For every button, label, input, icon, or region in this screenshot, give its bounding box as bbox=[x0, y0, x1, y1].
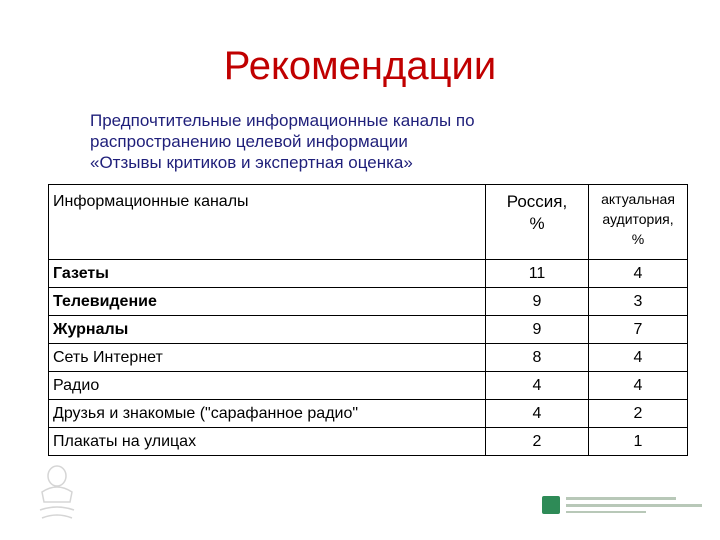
channels-table bbox=[48, 184, 688, 456]
row-russia: 11 bbox=[486, 260, 589, 288]
row-audience: 1 bbox=[589, 428, 688, 456]
header-audience-line-1: актуальная bbox=[601, 191, 675, 207]
row-russia: 9 bbox=[486, 288, 589, 316]
row-russia: 8 bbox=[486, 344, 589, 372]
header-audience-line-3: % bbox=[631, 231, 645, 247]
row-audience: 7 bbox=[589, 316, 688, 344]
row-audience: 4 bbox=[589, 372, 688, 400]
row-audience: 4 bbox=[589, 260, 688, 288]
row-russia: 9 bbox=[486, 316, 589, 344]
research-center-logo-icon bbox=[542, 496, 560, 514]
row-russia: 4 bbox=[486, 400, 589, 428]
header-russia bbox=[486, 185, 589, 260]
subtitle-line-2: распространению целевой информации bbox=[90, 132, 408, 151]
table-header-row bbox=[49, 185, 688, 260]
table-row bbox=[49, 288, 688, 316]
table-row bbox=[49, 344, 688, 372]
header-channel: Информационные каналы bbox=[49, 185, 486, 260]
museum-logo-icon bbox=[34, 462, 80, 526]
row-audience: 4 bbox=[589, 344, 688, 372]
row-audience: 2 bbox=[589, 400, 688, 428]
row-channel: Плакаты на улицах bbox=[49, 428, 486, 456]
header-audience-line-2: аудитория, bbox=[602, 211, 674, 227]
row-russia: 4 bbox=[486, 372, 589, 400]
table-row bbox=[49, 400, 688, 428]
slide-title: Рекомендации bbox=[223, 44, 497, 88]
subtitle-line-1: Предпочтительные информационные каналы по bbox=[90, 111, 475, 130]
slide-subtitle bbox=[90, 110, 650, 173]
row-channel: Газеты bbox=[49, 260, 486, 288]
table-row bbox=[49, 372, 688, 400]
row-channel: Друзья и знакомые ("сарафанное радио" bbox=[49, 400, 486, 428]
row-audience: 3 bbox=[589, 288, 688, 316]
row-russia: 2 bbox=[486, 428, 589, 456]
row-channel: Сеть Интернет bbox=[49, 344, 486, 372]
table-row bbox=[49, 316, 688, 344]
header-russia-line-2: % bbox=[529, 214, 545, 233]
header-audience bbox=[589, 185, 688, 260]
table-row bbox=[49, 260, 688, 288]
row-channel: Журналы bbox=[49, 316, 486, 344]
subtitle-line-3: «Отзывы критиков и экспертная оценка» bbox=[90, 153, 413, 172]
logo-text-line bbox=[566, 504, 702, 507]
row-channel: Радио bbox=[49, 372, 486, 400]
research-center-logo bbox=[542, 494, 702, 518]
header-russia-line-1: Россия, bbox=[506, 192, 568, 211]
logo-text-line bbox=[566, 497, 676, 500]
logo-text-line bbox=[566, 511, 646, 513]
row-channel: Телевидение bbox=[49, 288, 486, 316]
table-row bbox=[49, 428, 688, 456]
